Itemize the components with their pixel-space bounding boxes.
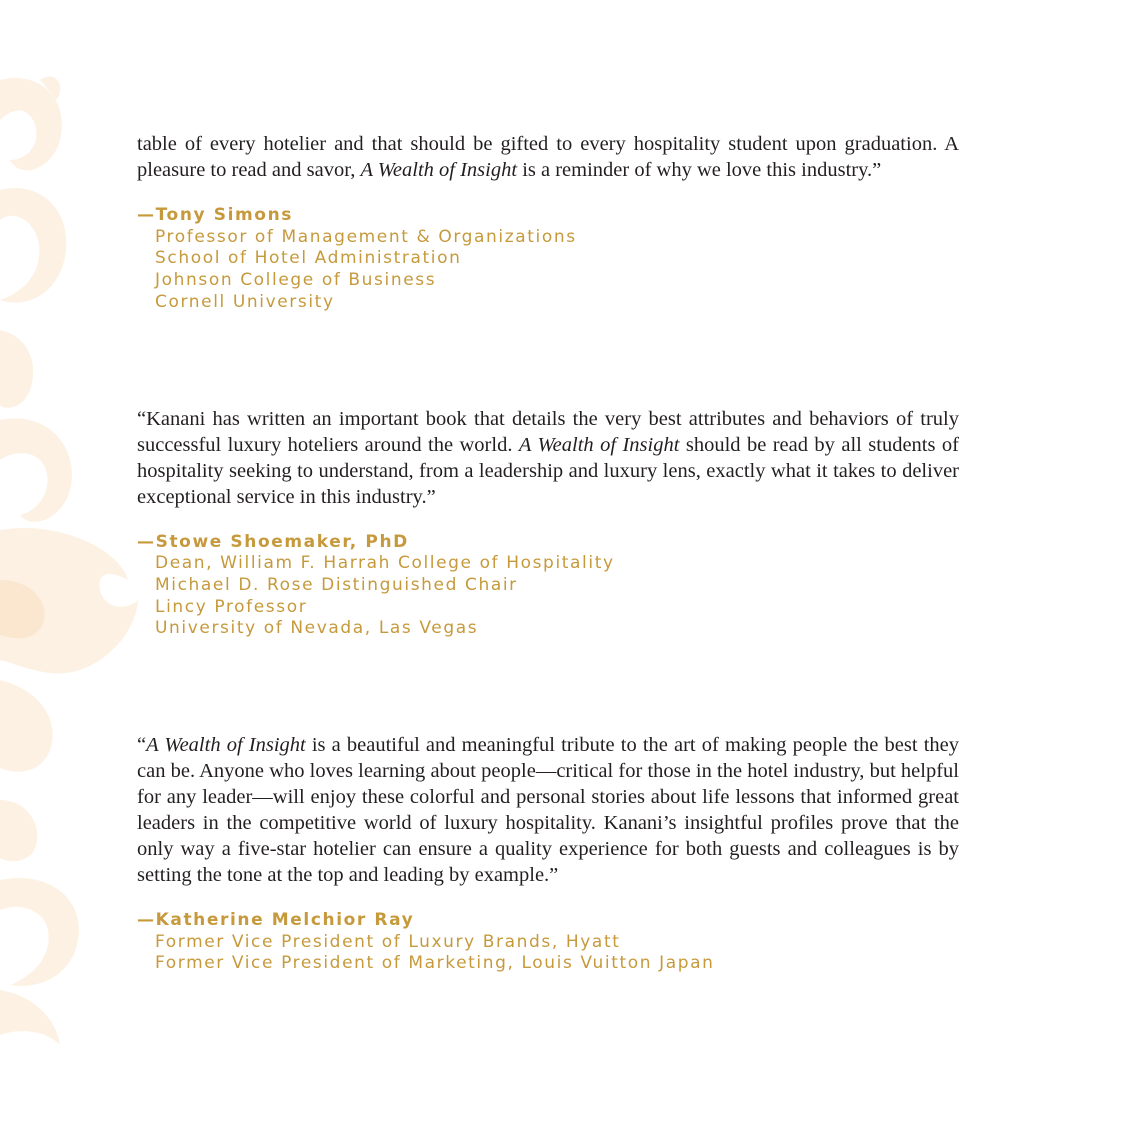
testimonials	[137, 131, 959, 975]
attribution-title: Dean, William F. Harrah College of Hospitality	[155, 553, 615, 574]
attribution-name: —Stowe Shoemaker, PhD	[137, 531, 409, 552]
quote-text	[137, 131, 959, 183]
testimonial-katherine-melchior-ray	[137, 732, 959, 975]
quote-text-segment: should be read by all students of hospitality seeking to understand, from a leadership and luxury lens, exactly what it takes to deliver exceptional service in this industry.”	[137, 433, 959, 508]
attribution-title: Michael D. Rose Distinguished Chair	[155, 574, 518, 595]
damask-scroll-ornament-icon	[0, 60, 150, 1060]
attribution-name: —Tony Simons	[137, 205, 294, 225]
quote-text	[137, 406, 959, 510]
attribution-title: Lincy Professor	[155, 596, 308, 617]
quote-text-segment: “Kanani has written an important book that details the very best attributes and behaviors of truly successful luxury hoteliers around the world.	[137, 407, 959, 456]
attribution-name: —Katherine Melchior Ray	[137, 910, 415, 931]
quote-text	[137, 732, 959, 888]
quote-text-segment: is a beautiful and meaningful tribute to the art of making people the best they can be. Anyone who loves learning about people—critical for those in the hotel industry, but helpful for any leader—will enjoy these colorful and personal stories about life lessons that informed great leaders in the competitive world of luxury hospitality. Kanani’s insightful profiles prove that the only way a five-star hotelier can ensure a quality experience for both guests and colleagues is by setting the tone at the top and leading by example.”	[137, 734, 959, 887]
attribution-title: Former Vice President of Marketing, Louis Vuitton Japan	[155, 953, 715, 974]
attribution	[137, 910, 959, 975]
book-title: A Wealth of Insight	[146, 734, 306, 757]
book-title: A Wealth of Insight	[360, 159, 518, 181]
attribution-title: University of Nevada, Las Vegas	[155, 618, 479, 639]
testimonial-stowe-shoemaker	[137, 406, 959, 641]
quote-text-segment: table of every hotelier and that should be gifted to every hospitality student upon graduation. A pleasure to read and savor,	[137, 133, 959, 181]
quote-text-segment: is a reminder of why we love this industry.”	[517, 159, 882, 181]
attribution-title: Cornell University	[155, 291, 335, 312]
attribution-title: School of Hotel Administration	[155, 248, 462, 269]
attribution	[137, 532, 959, 641]
attribution-title: Johnson College of Business	[155, 270, 437, 291]
book-title: A Wealth of Insight	[518, 433, 680, 456]
attribution-title: Former Vice President of Luxury Brands, Hyatt	[155, 931, 621, 952]
attribution-title: Professor of Management & Organizations	[155, 226, 577, 247]
attribution	[137, 205, 959, 314]
quote-text-segment: “	[137, 734, 147, 757]
testimonial-tony-simons	[137, 131, 959, 314]
